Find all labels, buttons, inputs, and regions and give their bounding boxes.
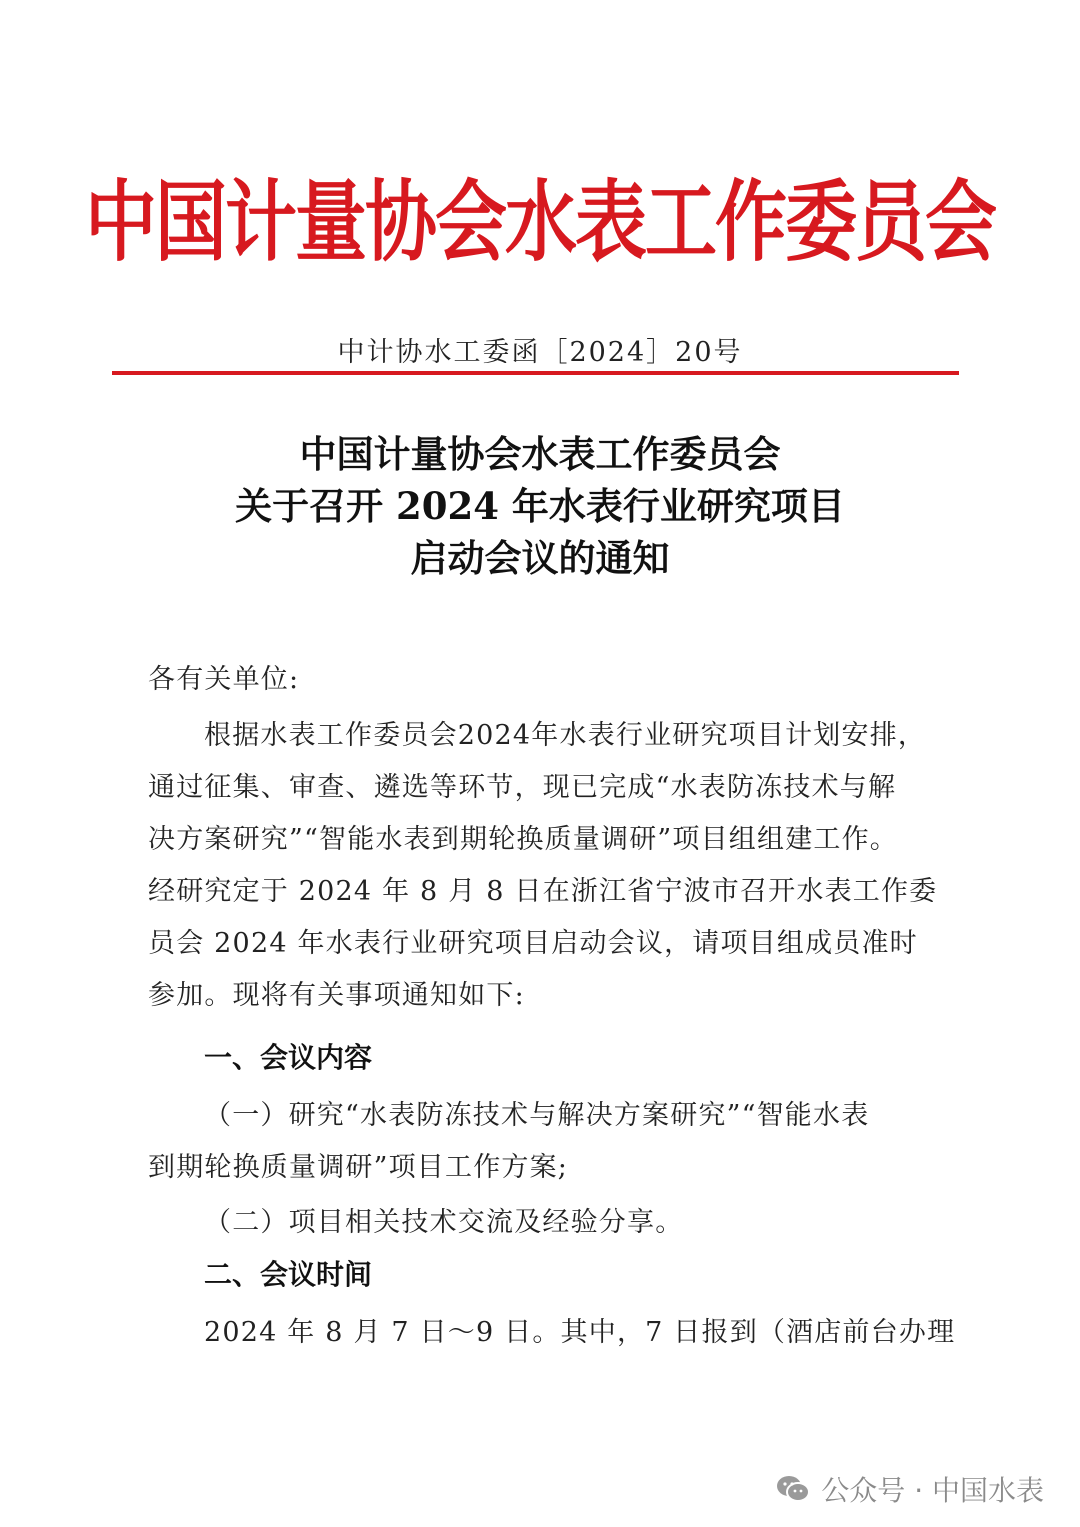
paragraph-line: 根据水表工作委员会2024年水表行业研究项目计划安排， (204, 720, 927, 751)
wechat-watermark (775, 1469, 1044, 1509)
watermark-text: 公众号 · 中国水表 (821, 1474, 1044, 1507)
section-heading-meeting-content: 一、会议内容 (204, 1041, 373, 1074)
section-heading-meeting-time: 二、会议时间 (204, 1258, 373, 1291)
paragraph-line: 员会 2024 年水表行业研究项目启动会议，请项目组成员准时 (148, 928, 918, 959)
document-number: 中计协水工委函［2024］20号 (337, 337, 743, 368)
section1-item2: （二）项目相关技术交流及经验分享。 (204, 1207, 684, 1238)
wechat-icon (775, 1474, 811, 1504)
notice-title-line: 中国计量协会水表工作委员会 (299, 432, 781, 476)
letterhead-red-rule (112, 371, 959, 375)
section1-item1-line: 到期轮换质量调研”项目工作方案; (148, 1152, 569, 1183)
paragraph-line: 通过征集、审查、遴选等环节，现已完成“水表防冻技术与解 (148, 772, 897, 803)
paragraph-line: 决方案研究”“智能水表到期轮换质量调研”项目组组建工作。 (148, 824, 899, 855)
section1-item1-line: （一）研究“水表防冻技术与解决方案研究”“智能水表 (204, 1100, 870, 1131)
notice-title-line: 关于召开 2024 年水表行业研究项目 (235, 484, 845, 528)
salutation: 各有关单位: (148, 664, 300, 695)
notice-title-line: 启动会议的通知 (410, 536, 670, 580)
letterhead-org-name: 中国计量协会水表工作委员会 (84, 169, 995, 274)
section2-line: 2024 年 8 月 7 日～9 日。其中，7 日报到（酒店前台办理 (204, 1317, 956, 1348)
notice-title (0, 428, 1080, 584)
paragraph-line: 参加。现将有关事项通知如下: (148, 980, 525, 1011)
intro-paragraph (148, 710, 938, 1022)
paragraph-line: 经研究定于 2024 年 8 月 8 日在浙江省宁波市召开水表工作委 (148, 876, 938, 907)
